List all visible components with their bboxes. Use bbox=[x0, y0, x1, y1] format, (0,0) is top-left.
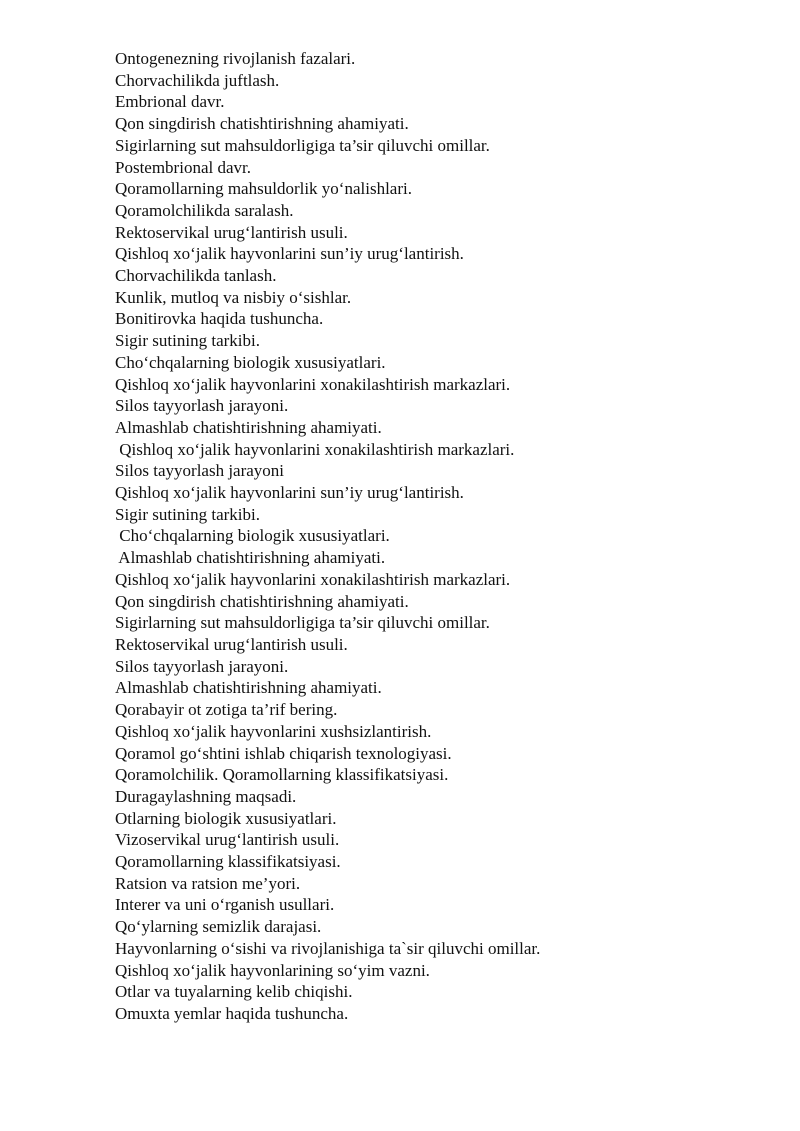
topic-line: Interer va uni o‘rganish usullari. bbox=[115, 895, 335, 915]
topic-line: Bonitirovka haqida tushuncha. bbox=[115, 309, 324, 329]
topic-line: Qishloq xo‘jalik hayvonlarini xonakilashtirish markazlari. bbox=[115, 439, 515, 459]
topic-line: Rektoservikal urug‘lantirish usuli. bbox=[115, 222, 348, 242]
topic-line: Silos tayyorlash jarayoni. bbox=[115, 656, 289, 676]
topic-line: Qishloq xo‘jalik hayvonlarini xushsizlantirish. bbox=[115, 721, 432, 741]
topic-line: Chorvachilikda juftlash. bbox=[115, 70, 280, 90]
topic-line: Ontogenezning rivojlanish fazalari. bbox=[115, 49, 356, 68]
topic-line: Qon singdirish chatishtirishning ahamiyati. bbox=[115, 114, 409, 134]
topic-line: Qishloq xo‘jalik hayvonlarini xonakilashtirish markazlari. bbox=[115, 374, 511, 394]
topic-line: Rektoservikal urug‘lantirish usuli. bbox=[115, 634, 348, 654]
topic-line: Sigirlarning sut mahsuldorligiga ta’sir qiluvchi omillar. bbox=[115, 135, 490, 155]
topic-line: Silos tayyorlash jarayoni. bbox=[115, 396, 289, 416]
topic-line: Cho‘chqalarning biologik xususiyatlari. bbox=[115, 526, 390, 546]
topic-line: Qishloq xo‘jalik hayvonlarining so‘yim vazni. bbox=[115, 960, 430, 980]
topic-line: Vizoservikal urug‘lantirish usuli. bbox=[115, 830, 340, 850]
topic-line: Sigir sutining tarkibi. bbox=[115, 504, 260, 524]
topic-line: Otlar va tuyalarning kelib chiqishi. bbox=[115, 982, 353, 1002]
topic-line: Silos tayyorlash jarayoni bbox=[115, 461, 285, 481]
topic-line: Qoramollarning klassifikatsiyasi. bbox=[115, 852, 341, 872]
topic-line: Almashlab chatishtirishning ahamiyati. bbox=[115, 417, 382, 437]
topic-line: Chorvachilikda tanlash. bbox=[115, 266, 277, 286]
topic-line: Qoramol go‘shtini ishlab chiqarish texnologiyasi. bbox=[115, 743, 452, 763]
topic-line: Otlarning biologik xususiyatlari. bbox=[115, 808, 337, 828]
topic-line: Kunlik, mutloq va nisbiy o‘sishlar. bbox=[115, 287, 352, 307]
topic-line: Qorabayir ot zotiga ta’rif bering. bbox=[115, 700, 338, 720]
topic-line: Omuxta yemlar haqida tushuncha. bbox=[115, 1003, 349, 1023]
topic-line: Qoramollarning mahsuldorlik yo‘nalishlari. bbox=[115, 179, 412, 199]
topic-list bbox=[115, 48, 715, 1025]
topic-line: Qon singdirish chatishtirishning ahamiyati. bbox=[115, 591, 409, 611]
topic-line: Qishloq xo‘jalik hayvonlarini sun’iy urug‘lantirish. bbox=[115, 483, 464, 503]
topic-line: Embrional davr. bbox=[115, 92, 225, 112]
topic-line: Sigir sutining tarkibi. bbox=[115, 331, 260, 351]
topic-line: Qoramolchilik. Qoramollarning klassifikatsiyasi. bbox=[115, 765, 449, 785]
topic-line: Postembrional davr. bbox=[115, 157, 251, 177]
topic-line: Ratsion va ratsion me’yori. bbox=[115, 873, 301, 893]
topic-line: Cho‘chqalarning biologik xususiyatlari. bbox=[115, 352, 386, 372]
topic-line: Qoramolchilikda saralash. bbox=[115, 200, 294, 220]
topic-line: Qishloq xo‘jalik hayvonlarini xonakilashtirish markazlari. bbox=[115, 569, 511, 589]
topic-line: Qishloq xo‘jalik hayvonlarini sun’iy urug‘lantirish. bbox=[115, 244, 464, 264]
topic-line: Almashlab chatishtirishning ahamiyati. bbox=[115, 548, 386, 568]
topic-line: Almashlab chatishtirishning ahamiyati. bbox=[115, 678, 382, 698]
topic-line: Qo‘ylarning semizlik darajasi. bbox=[115, 917, 322, 937]
topic-line: Sigirlarning sut mahsuldorligiga ta’sir qiluvchi omillar. bbox=[115, 613, 490, 633]
topic-line: Duragaylashning maqsadi. bbox=[115, 786, 297, 806]
topic-line: Hayvonlarning o‘sishi va rivojlanishiga ta`sir qiluvchi omillar. bbox=[115, 938, 541, 958]
